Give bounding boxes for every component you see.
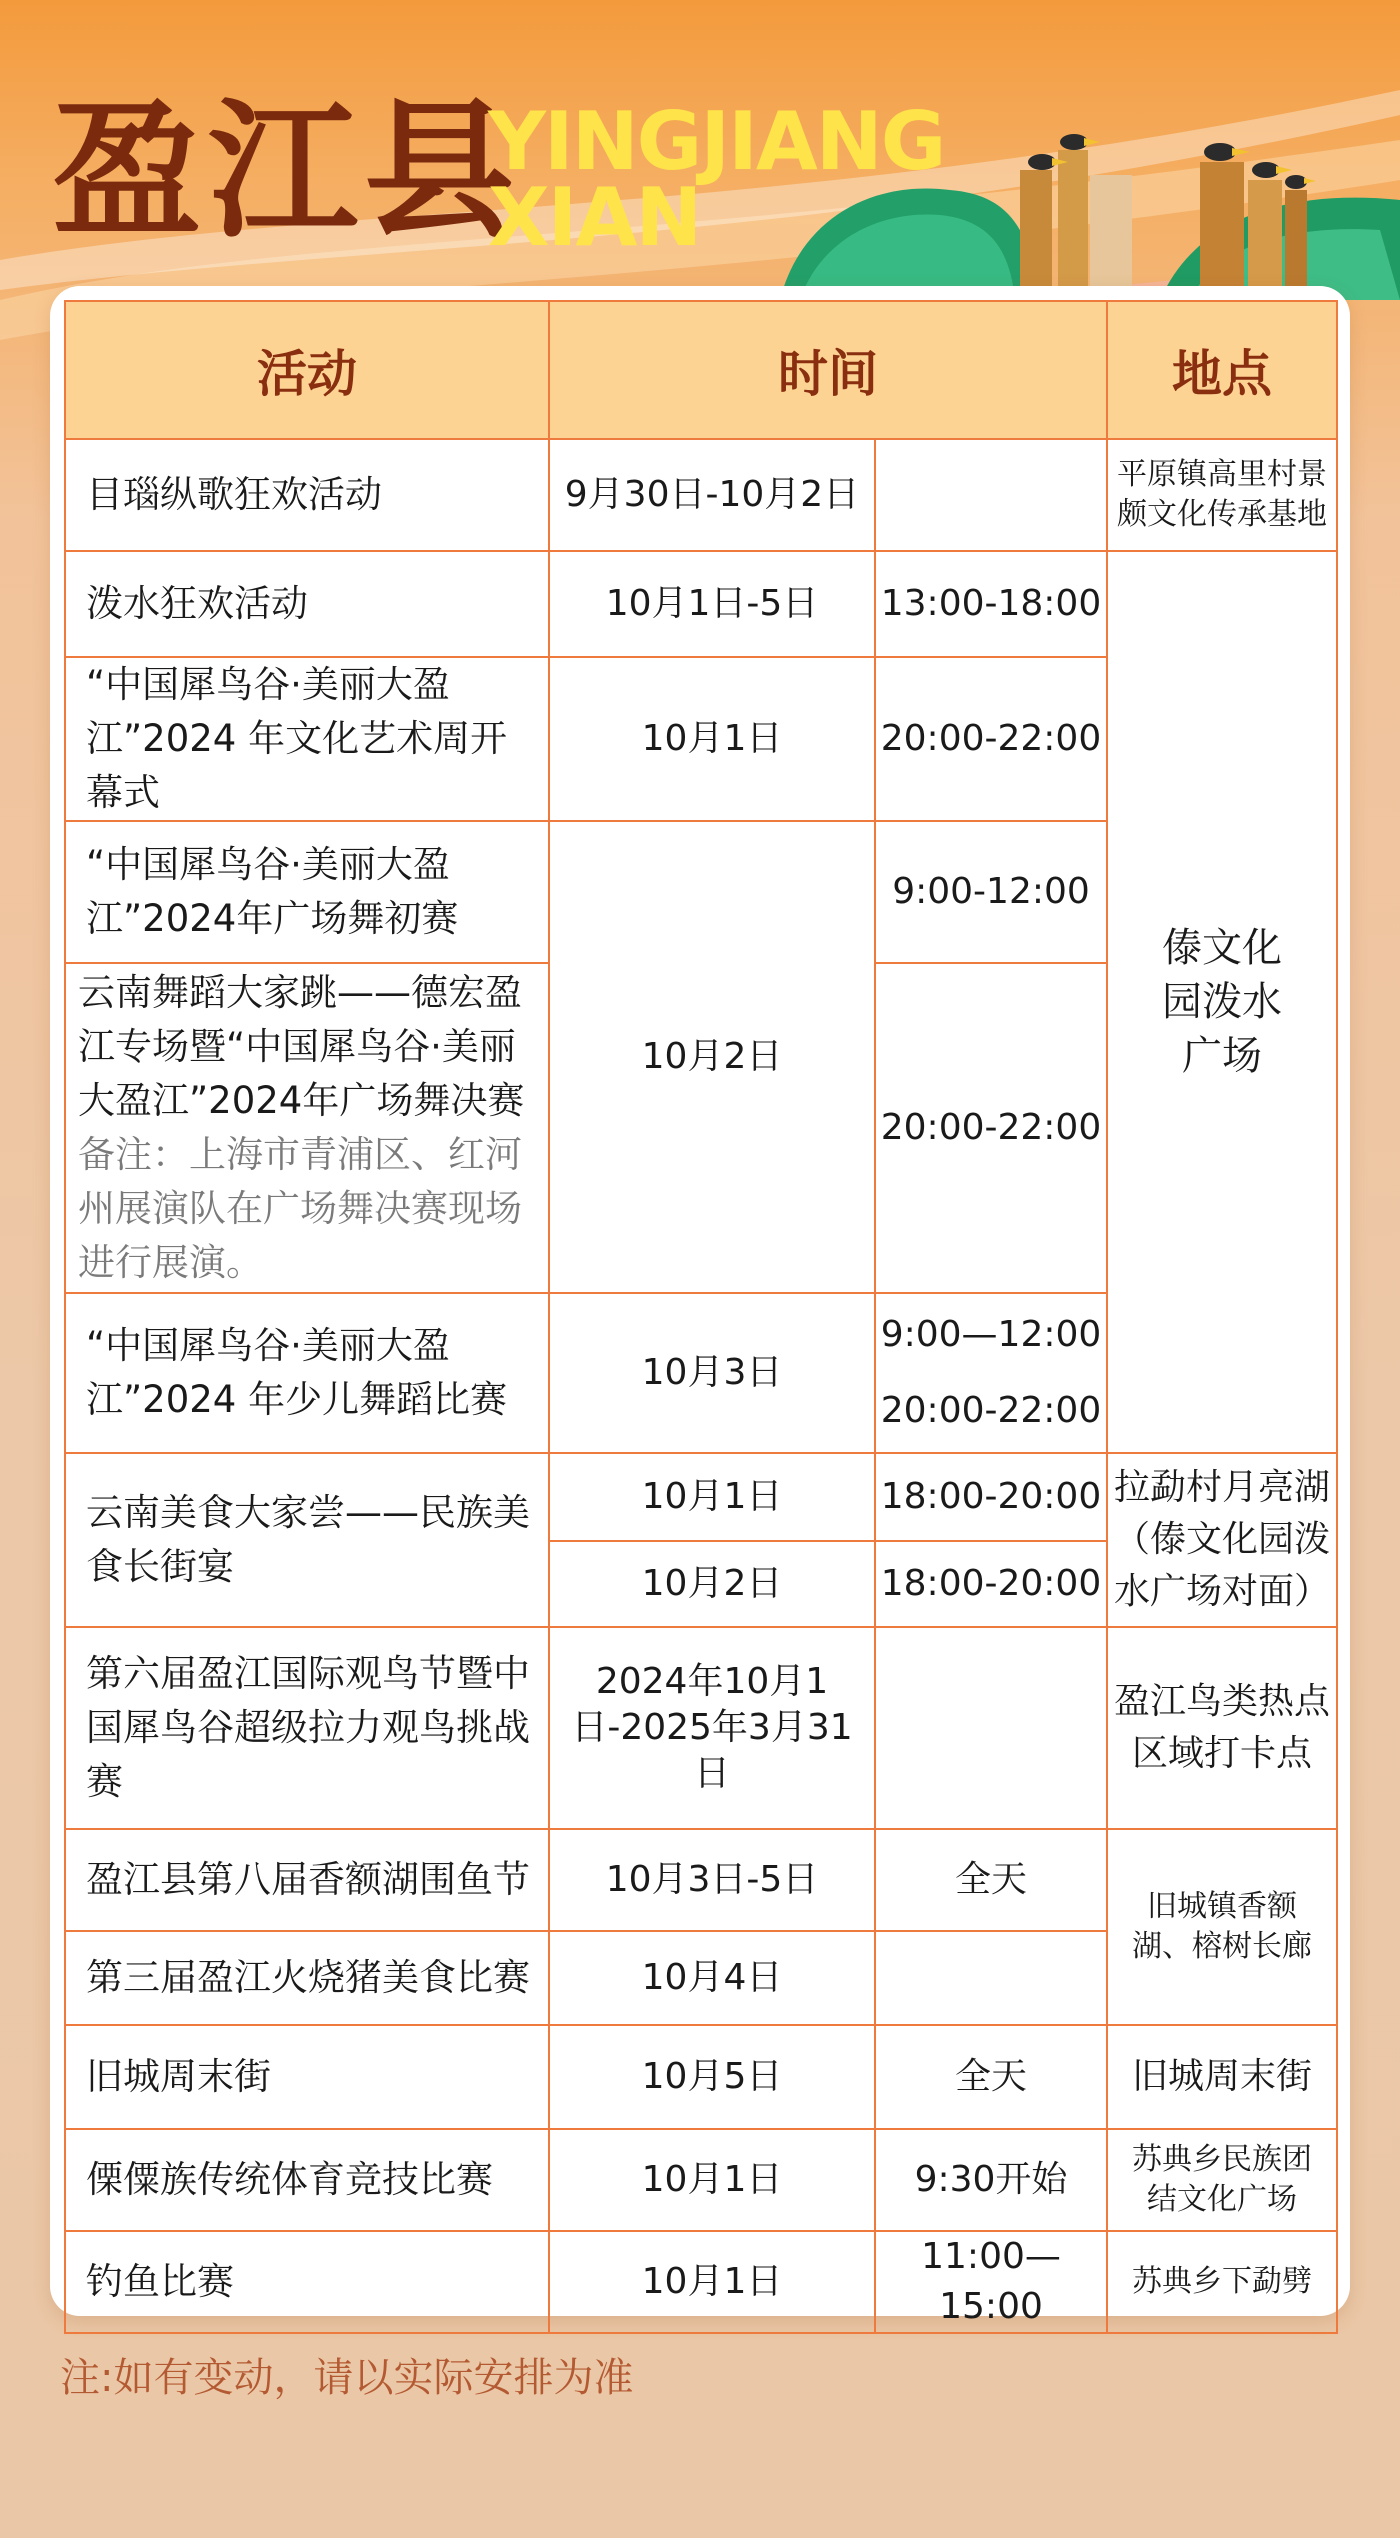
activity-cell: “中国犀鸟谷·美丽大盈江”2024年广场舞初赛 bbox=[65, 821, 549, 963]
location-cell: 旧城周末街 bbox=[1107, 2025, 1337, 2129]
location-cell: 苏典乡下勐劈 bbox=[1107, 2231, 1337, 2333]
time-cell: 9:00-12:00 bbox=[875, 821, 1107, 963]
time-cell: 18:00-20:00 bbox=[875, 1541, 1107, 1627]
footnote: 注:如有变动，请以实际安排为准 bbox=[60, 2355, 634, 2401]
title-en-line2: XIAN bbox=[488, 171, 701, 264]
table-row bbox=[65, 2129, 1337, 2231]
activity-cell: 盈江县第八届香额湖围鱼节 bbox=[65, 1829, 549, 1931]
date-cell: 10月3日-5日 bbox=[549, 1829, 875, 1931]
activity-cell: 泼水狂欢活动 bbox=[65, 551, 549, 657]
header-location: 地点 bbox=[1107, 301, 1337, 439]
activity-cell: 钓鱼比赛 bbox=[65, 2231, 549, 2333]
table-row bbox=[65, 2025, 1337, 2129]
location-cell: 盈江鸟类热点区域打卡点 bbox=[1107, 1627, 1337, 1829]
date-cell: 10月2日 bbox=[549, 1541, 875, 1627]
date-cell: 10月1日 bbox=[549, 2129, 875, 2231]
time-cell: 13:00-18:00 bbox=[875, 551, 1107, 657]
table-row bbox=[65, 2231, 1337, 2333]
time-cell: 全天 bbox=[875, 2025, 1107, 2129]
activity-cell: 目瑙纵歌狂欢活动 bbox=[65, 439, 549, 551]
schedule-card bbox=[50, 286, 1350, 2327]
location-cell: 平原镇高里村景颇文化传承基地 bbox=[1107, 439, 1337, 551]
location-cell: 苏典乡民族团结文化广场 bbox=[1107, 2129, 1337, 2231]
time-cell bbox=[875, 439, 1107, 551]
activity-cell: 傈僳族传统体育竞技比赛 bbox=[65, 2129, 549, 2231]
header bbox=[0, 0, 1400, 330]
date-cell: 10月4日 bbox=[549, 1931, 875, 2025]
date-cell: 10月1日-5日 bbox=[549, 551, 875, 657]
date-cell: 10月2日 bbox=[549, 821, 875, 1293]
date-cell: 10月1日 bbox=[549, 2231, 875, 2333]
table-row bbox=[65, 551, 1337, 657]
time-slot-1: 9:00—12:00 bbox=[880, 1314, 1102, 1355]
time-cell bbox=[875, 1293, 1107, 1453]
header-activity: 活动 bbox=[65, 301, 549, 439]
time-slot-2: 20:00-22:00 bbox=[880, 1390, 1102, 1431]
date-cell: 9月30日-10月2日 bbox=[549, 439, 875, 551]
table-row bbox=[65, 1453, 1337, 1541]
table-row bbox=[65, 439, 1337, 551]
page-title: 盈江县 bbox=[52, 85, 521, 259]
date-cell: 10月1日 bbox=[549, 657, 875, 821]
table-header-row bbox=[65, 301, 1337, 439]
time-cell: 20:00-22:00 bbox=[875, 963, 1107, 1293]
hornbill-pillars-illustration bbox=[780, 100, 1400, 300]
table-row bbox=[65, 1627, 1337, 1829]
activity-cell: 第三届盈江火烧猪美食比赛 bbox=[65, 1931, 549, 2025]
location-cell: 旧城镇香额湖、榕树长廊 bbox=[1107, 1829, 1337, 2025]
table-row bbox=[65, 1829, 1337, 1931]
activity-cell: 旧城周末街 bbox=[65, 2025, 549, 2129]
time-cell: 11:00—15:00 bbox=[875, 2231, 1107, 2333]
activity-cell: “中国犀鸟谷·美丽大盈江”2024 年文化艺术周开幕式 bbox=[65, 657, 549, 821]
time-cell: 18:00-20:00 bbox=[875, 1453, 1107, 1541]
activity-cell: 云南美食大家尝——民族美食长街宴 bbox=[65, 1453, 549, 1627]
time-cell bbox=[875, 1931, 1107, 2025]
date-cell: 10月5日 bbox=[549, 2025, 875, 2129]
activity-cell: 第六届盈江国际观鸟节暨中国犀鸟谷超级拉力观鸟挑战赛 bbox=[65, 1627, 549, 1829]
time-cell: 20:00-22:00 bbox=[875, 657, 1107, 821]
location-cell: 拉勐村月亮湖（傣文化园泼水广场对面） bbox=[1107, 1453, 1337, 1627]
time-cell: 9:30开始 bbox=[875, 2129, 1107, 2231]
activity-cell bbox=[65, 963, 549, 1293]
time-cell: 全天 bbox=[875, 1829, 1107, 1931]
title-en-line1: YINGJIANG bbox=[488, 95, 945, 188]
schedule-table bbox=[64, 300, 1338, 2334]
location-cell: 傣文化园泼水广场 bbox=[1107, 551, 1337, 1453]
header-time: 时间 bbox=[549, 301, 1107, 439]
time-cell bbox=[875, 1627, 1107, 1829]
date-cell: 2024年10月1日-2025年3月31日 bbox=[549, 1627, 875, 1829]
date-cell: 10月1日 bbox=[549, 1453, 875, 1541]
date-cell: 10月3日 bbox=[549, 1293, 875, 1453]
activity-note: 备注：上海市青浦区、红河州展演队在广场舞决赛现场进行展演。 bbox=[78, 1133, 522, 1284]
activity-text: 云南舞蹈大家跳——德宏盈江专场暨“中国犀鸟谷·美丽大盈江”2024年广场舞决赛 bbox=[78, 971, 525, 1122]
activity-cell: “中国犀鸟谷·美丽大盈江”2024 年少儿舞蹈比赛 bbox=[65, 1293, 549, 1453]
